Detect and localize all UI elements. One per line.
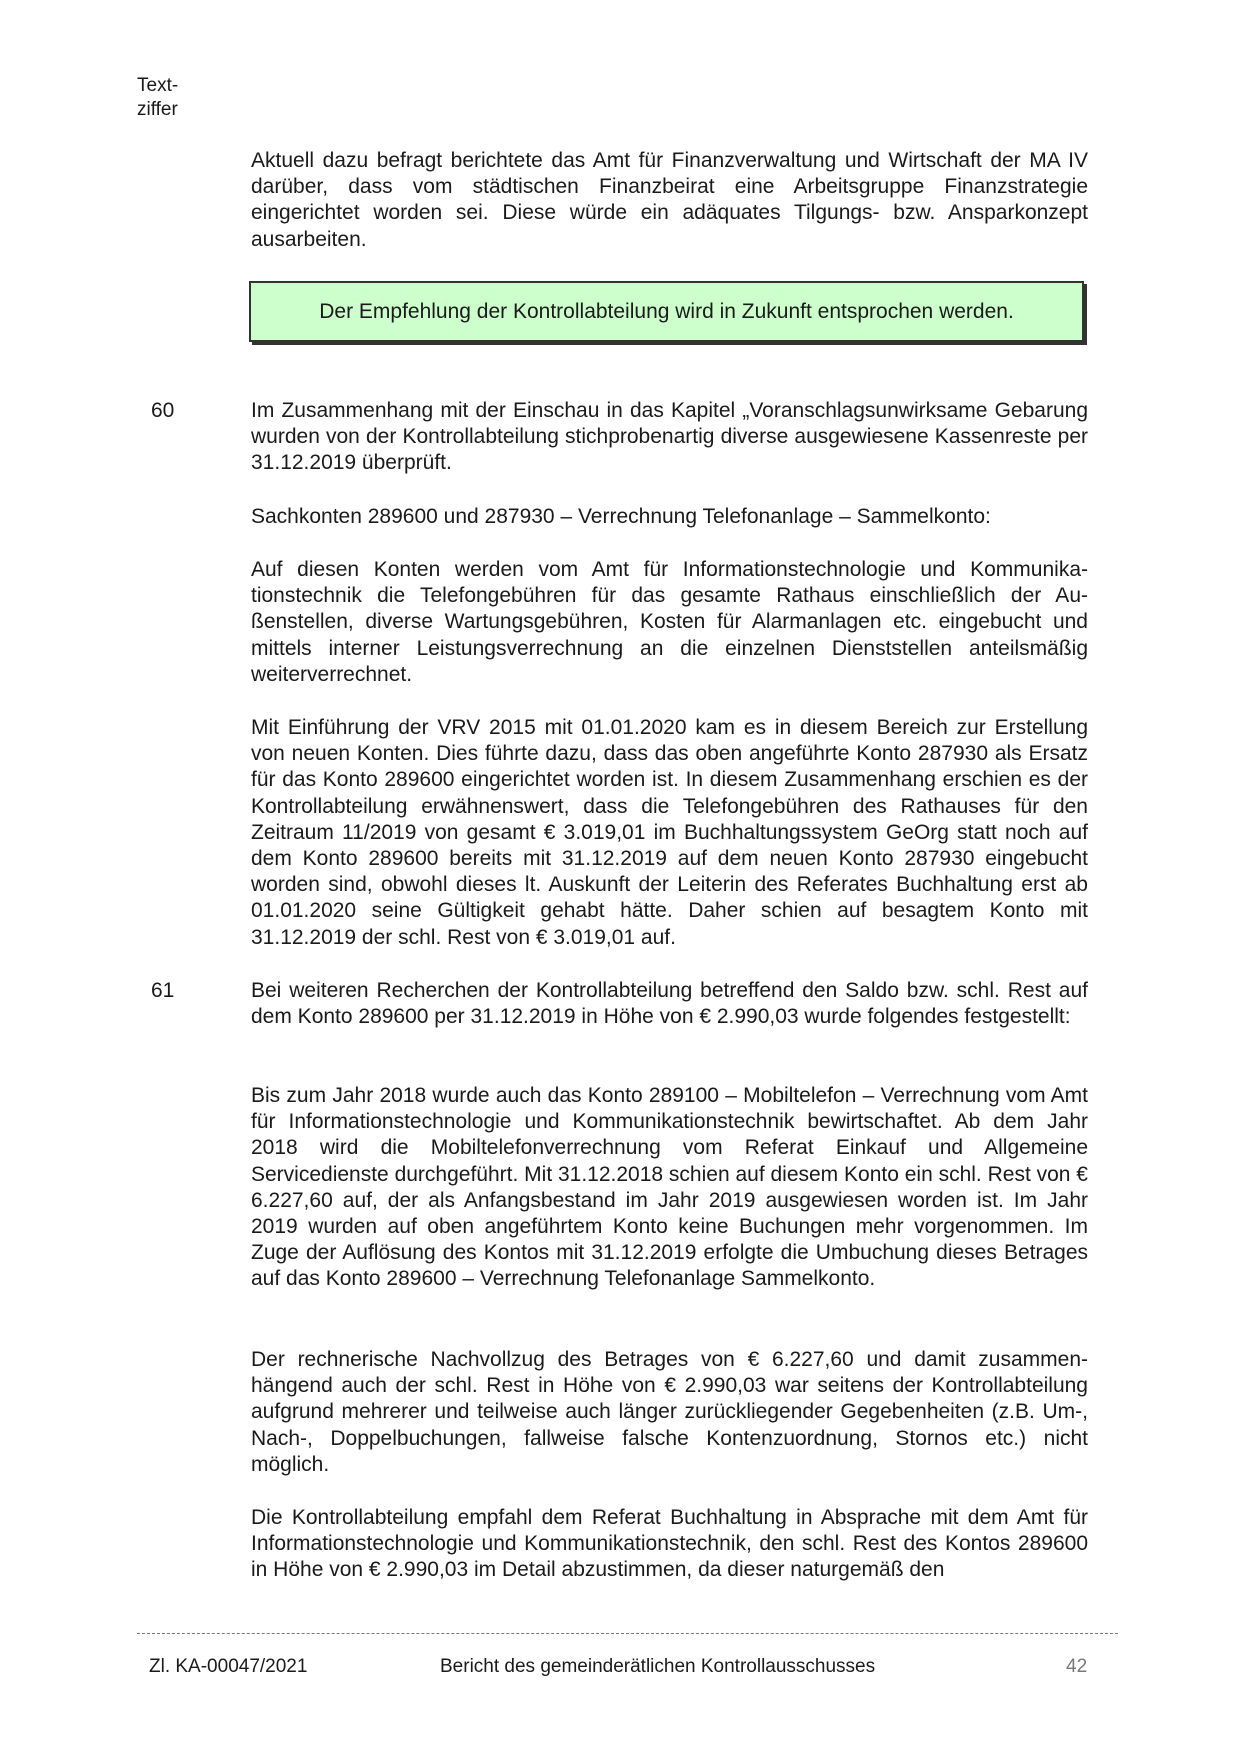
paragraph-60-accounts-description: Auf diesen Konten werden vom Amt für Informationstechnologie und Kommunikationstechnik die Telefongebühren für das gesamte Rathaus einschließlich der Außenstellen, diverse Wartungsgebühren, Kosten für Alarmanlagen etc. eingebucht und mittels interner Leistungsverrechnung an die einzelnen Dienststellen anteilsmäßig weiterverrechnet.: [251, 558, 1088, 686]
footer-divider: [137, 1633, 1118, 1634]
footer-title: Bericht des gemeinderätlichen Kontrollausschusses: [440, 1656, 876, 1677]
paragraph-60-accounts-heading: Sachkonten 289600 und 287930 – Verrechnung Telefonanlage – Sammelkonto:: [251, 505, 991, 528]
paragraph-61-recommendation: Die Kontrollabteilung empfahl dem Referat Buchhaltung in Absprache mit dem Amt für Informationstechnologie und Kommunikationstechnik, den schl. Rest des Kontos 289600 in Höhe von € 2.990,03 im Detail abzustimmen, da dieser naturgemäß den: [251, 1506, 1088, 1582]
footer-reference: Zl. KA-00047/2021: [149, 1656, 308, 1677]
paragraph-61-reconciliation: Der rechnerische Nachvollzug des Betrages von € 6.227,60 und damit zusammenhängend auch der schl. Rest in Höhe von € 2.990,03 war seitens der Kontrollabteilung aufgrund mehrerer und teilweise auch länger zurückliegender Gegebenheiten (z.B. Um-, Nach-, Doppelbuchungen, fallweise falsche Kontenzuordnung, Stornos etc.) nicht möglich.: [251, 1348, 1088, 1476]
paragraph-61-intro: Bei weiteren Recherchen der Kontrollabteilung betreffend den Saldo bzw. schl. Rest auf dem Konto 289600 per 31.12.2019 in Höhe von € 2.990,03 wurde folgendes festgestellt:: [251, 979, 1088, 1029]
text-number-61: 61: [151, 979, 175, 1002]
margin-label: Text- ziffer: [137, 75, 179, 120]
page-number: 42: [1066, 1656, 1088, 1677]
paragraph-60-intro: Im Zusammenhang mit der Einschau in das Kapitel „Voranschlagsunwirksame Gebarung wurden von der Kontrollabteilung stichprobenartig diverse ausgewiesene Kassenreste per 31.12.2019 überprüft.: [251, 399, 1088, 475]
text-number-60: 60: [151, 399, 175, 422]
paragraph-61-mobile: Bis zum Jahr 2018 wurde auch das Konto 289100 – Mobiltelefon – Verrechnung vom Amt für Informationstechnologie und Kommunikationstechnik bewirtschaftet. Ab dem Jahr 2018 wird die Mobiltelefonverrechnung vom Referat Einkauf und Allgemeine Servicedienste durchgeführt. Mit 31.12.2018 schien auf diesem Konto ein schl. Rest von € 6.227,60 auf, der als Anfangsbestand im Jahr 2019 ausgewiesen worden ist. Im Jahr 2019 wurden auf oben angeführtem Konto keine Buchungen mehr vorgenommen. Im Zuge der Auflösung des Kontos mit 31.12.2019 erfolgte die Umbuchung dieses Betrages auf das Konto 289600 – Verrechnung Telefonanlage Sammelkonto.: [251, 1084, 1088, 1291]
paragraph-60-vrv: Mit Einführung der VRV 2015 mit 01.01.2020 kam es in diesem Bereich zur Erstellung von neuen Konten. Dies führte dazu, dass das oben angeführte Konto 287930 als Ersatz für das Konto 289600 eingerichtet worden ist. In diesem Zusammenhang erschien es der Kontrollabteilung erwähnenswert, dass die Telefongebühren des Rathauses für den Zeitraum 11/2019 von gesamt € 3.019,01 im Buchhaltungssystem GeOrg statt noch auf dem Konto 289600 bereits mit 31.12.2019 auf dem neuen Konto 287930 eingebucht worden sind, obwohl dieses lt. Auskunft der Leiterin des Referates Buchhaltung erst ab 01.01.2020 seine Gültigkeit gehabt hätte. Daher schien auf besagtem Konto mit 31.12.2019 der schl. Rest von € 3.019,01 auf.: [251, 716, 1088, 949]
recommendation-box: [249, 281, 1084, 342]
paragraph-finance-strategy: Aktuell dazu befragt berichtete das Amt für Finanzverwaltung und Wirtschaft der MA IV darüber, dass vom städtischen Finanzbeirat eine Arbeitsgruppe Finanzstrategie eingerichtet worden sei. Diese würde ein adäquates Tilgungs- bzw. Ansparkonzept ausarbeiten.: [251, 149, 1088, 251]
recommendation-text: Der Empfehlung der Kontrollabteilung wird in Zukunft entsprochen werden.: [319, 299, 1014, 323]
